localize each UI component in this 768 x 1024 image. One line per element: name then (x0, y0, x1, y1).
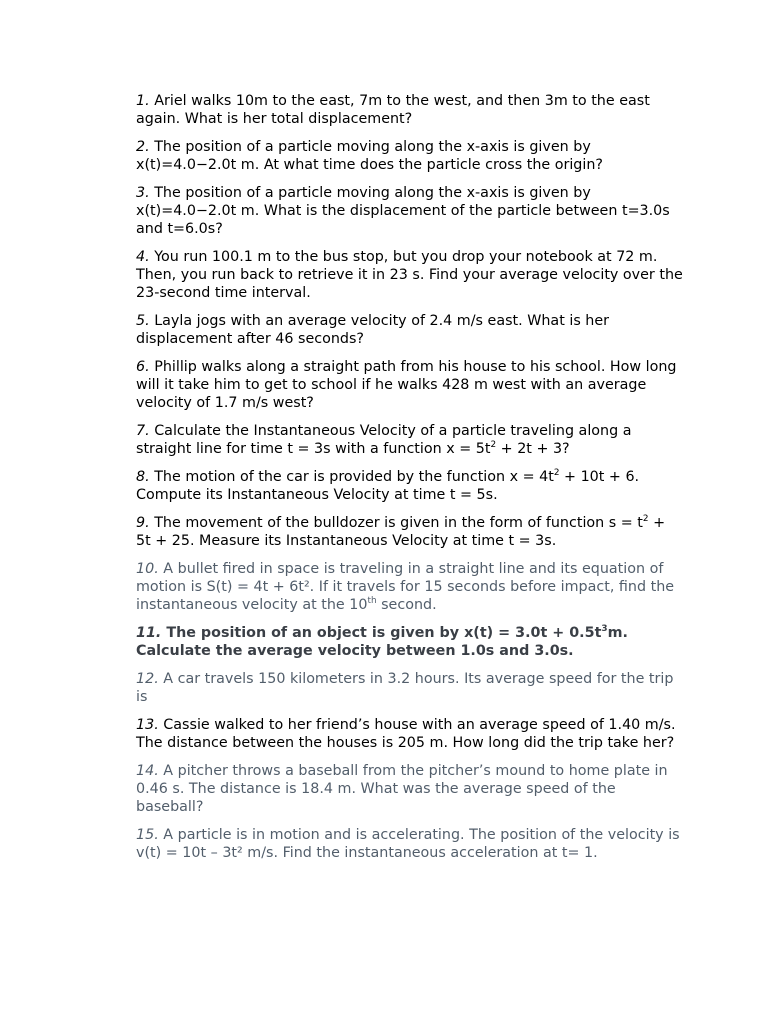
question-number: 2. (136, 138, 150, 155)
question-text: The motion of the car is provided by the function x = 4t (154, 468, 554, 485)
question-11 (136, 624, 684, 660)
question-number: 15. (136, 826, 159, 843)
question-12 (136, 670, 684, 706)
question-13 (136, 716, 684, 752)
question-7 (136, 422, 684, 458)
question-text: The position of a particle moving along the x-axis is given by x(t)=4.0−2.0t m. At what time does the particle cross the origin? (136, 138, 604, 174)
question-text-continued: Then, you run back to retrieve it in 23 s. Find your average velocity over the 23-second time interval. (136, 267, 683, 302)
superscript: 3 (601, 624, 608, 635)
question-number: 14. (136, 762, 159, 779)
question-1 (136, 92, 684, 128)
superscript: 2 (490, 440, 497, 451)
question-text-end: + 5t + 25. Measure its Instantaneous Velocity at time t = 3s. (136, 514, 666, 550)
question-text: A particle is in motion and is accelerating. The position of the velocity is v(t) = 10t – 3t² m/s. Find the instantaneous acceleration at t= 1. (136, 826, 680, 861)
question-text: Phillip walks along a straight path from his house to his school. How long will it take him to get to school if he walks 428 m west with an average velocity of 1.7 m/s west? (136, 358, 677, 412)
question-15 (136, 826, 684, 862)
question-14 (136, 762, 684, 817)
question-number: 3. (136, 184, 150, 201)
question-number: 11. (136, 624, 162, 641)
question-9 (136, 514, 684, 550)
question-text-end: m. Calculate the average velocity between 1.0s and 3.0s. (136, 624, 628, 660)
worksheet-page (136, 92, 684, 872)
question-text: A bullet fired in space is traveling in a straight line and its equation of motion is S(t) = 4t + 6t². If it travels for 15 seconds before impact, find the instantaneous velocity at the 10 (136, 560, 675, 614)
question-number: 5. (136, 313, 150, 330)
question-4 (136, 248, 684, 303)
question-number: 10. (136, 560, 159, 577)
question-8 (136, 468, 684, 504)
question-2 (136, 138, 684, 174)
question-text: The position of an object is given by x(t) = 3.0t + 0.5t (166, 624, 602, 641)
question-number: 13. (136, 716, 159, 733)
question-text: Layla jogs with an average velocity of 2.4 m/s east. What is her displacement after 46 seconds? (136, 313, 610, 348)
question-number: 4. (136, 248, 150, 265)
superscript: th (367, 596, 377, 607)
superscript: 2 (642, 514, 649, 525)
question-text: A car travels 150 kilometers in 3.2 hours. Its average speed for the trip is (136, 670, 674, 705)
question-10 (136, 560, 684, 615)
question-text-end: + 2t + 3? (496, 441, 570, 458)
question-text: Calculate the Instantaneous Velocity of a particle traveling along a straight line for time t = 3s with a function x = 5t (136, 423, 632, 458)
question-number: 7. (136, 423, 150, 440)
question-text: A pitcher throws a baseball from the pitcher’s mound to home plate in 0.46 s. The distance is 18.4 m. What was the average speed of the baseball? (136, 762, 668, 815)
question-number: 9. (136, 514, 150, 531)
question-text: Ariel walks 10m to the east, 7m to the west, and then 3m to the east again. What is her total displacement? (136, 93, 650, 128)
question-number: 1. (136, 93, 150, 109)
question-text: The movement of the bulldozer is given in the form of function s = t (154, 514, 643, 531)
question-text: You run 100.1 m to the bus stop, but you drop your notebook at 72 m. (154, 248, 658, 265)
superscript: 2 (553, 468, 560, 479)
question-number: 12. (136, 670, 159, 687)
question-3 (136, 184, 684, 239)
question-number: 8. (136, 468, 150, 485)
question-5 (136, 312, 684, 348)
question-text: Cassie walked to her friend’s house with an average speed of 1.40 m/s. The distance between the houses is 205 m. How long did the trip take her? (136, 716, 676, 751)
question-number: 6. (136, 358, 150, 375)
question-text: The position of a particle moving along the x-axis is given by x(t)=4.0−2.0t m. What is the displacement of the particle between t=3.0s and t=6.0s? (136, 184, 670, 238)
question-text-end: + 10t + 6. Compute its Instantaneous Velocity at time t = 5s. (136, 468, 640, 504)
question-text-end: second. (376, 597, 437, 614)
question-6 (136, 358, 684, 413)
